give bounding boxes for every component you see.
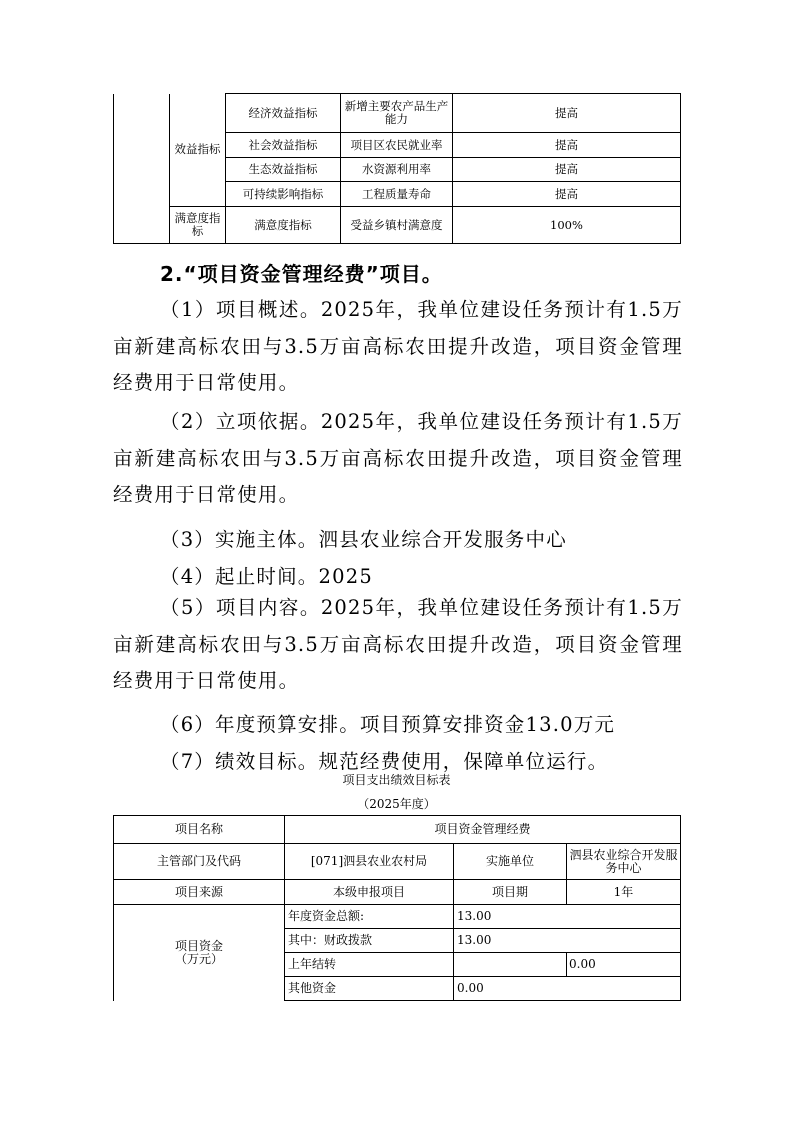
indicator-name: 项目区农民就业率 <box>341 133 453 158</box>
section-heading: 2.“项目资金管理经费”项目。 <box>160 262 443 286</box>
funds-label-line2: （万元） <box>174 951 223 966</box>
paragraph-budget: （6）年度预算安排。项目预算安排资金13.0万元 <box>160 713 616 736</box>
project-name-label: 项目名称 <box>114 816 285 844</box>
project-name-value: 项目资金管理经费 <box>285 816 681 844</box>
funds-row-blank <box>454 953 567 977</box>
funds-label <box>114 905 285 1001</box>
source-label: 项目来源 <box>114 880 285 905</box>
indicator-category: 经济效益指标 <box>226 94 341 133</box>
funds-row-label: 其中：财政拨款 <box>285 929 454 953</box>
impl-value: 泗县农业综合开发服务中心 <box>567 844 681 880</box>
funds-row-label: 上年结转 <box>285 953 454 977</box>
indicator-value: 提高 <box>453 158 681 182</box>
indicator-value: 提高 <box>453 133 681 158</box>
project-expenditure-table <box>113 815 681 1001</box>
indicator-value: 提高 <box>453 182 681 207</box>
table-title: 项目支出绩效目标表 <box>342 773 451 787</box>
indicator-value: 100% <box>453 207 681 244</box>
indicator-name: 工程质量寿命 <box>341 182 453 207</box>
indicator-category: 生态效益指标 <box>226 158 341 182</box>
dept-value: [071]泗县农业农村局 <box>285 844 454 880</box>
benefit-group-label: 效益指标 <box>170 94 226 207</box>
performance-indicator-table <box>113 93 681 244</box>
funds-label-line1: 项目资金 <box>174 938 223 953</box>
indicator-value: 提高 <box>453 94 681 133</box>
indicator-category: 可持续影响指标 <box>226 182 341 207</box>
indicator-name: 新增主要农产品生产能力 <box>341 94 453 133</box>
paragraph-implementer: （3）实施主体。泗县农业综合开发服务中心 <box>160 528 567 551</box>
dept-label: 主管部门及代码 <box>114 844 285 880</box>
period-label: 项目期 <box>454 880 567 905</box>
funds-row-label: 年度资金总额: <box>285 905 454 929</box>
paragraph-goal: （7）绩效目标。规范经费使用，保障单位运行。 <box>160 750 609 773</box>
indicator-name: 水资源利用率 <box>341 158 453 182</box>
paragraph-overview: （1）项目概述。2025年，我单位建设任务预计有1.5万亩新建高标农田与3.5万亩高标农田提升改造，项目资金管理经费用于日常使用。 <box>113 298 683 394</box>
funds-row-value: 13.00 <box>454 905 681 929</box>
funds-row-value: 0.00 <box>454 977 681 1001</box>
funds-row-value: 0.00 <box>567 953 681 977</box>
funds-row-label: 其他资金 <box>285 977 454 1001</box>
period-value: 1年 <box>567 880 681 905</box>
paragraph-basis: （2）立项依据。2025年，我单位建设任务预计有1.5万亩新建高标农田与3.5万亩高标农田提升改造，项目资金管理经费用于日常使用。 <box>113 410 683 506</box>
table-blank-cell <box>114 94 170 244</box>
paragraph-content: （5）项目内容。2025年，我单位建设任务预计有1.5万亩新建高标农田与3.5万亩高标农田提升改造，项目资金管理经费用于日常使用。 <box>113 596 683 692</box>
paragraph-period: （4）起止时间。2025 <box>160 565 373 588</box>
indicator-name: 受益乡镇村满意度 <box>341 207 453 244</box>
table-subtitle: （2025年度） <box>357 797 436 811</box>
source-value: 本级申报项目 <box>285 880 454 905</box>
funds-row-value: 13.00 <box>454 929 681 953</box>
satisfaction-group-label: 满意度指标 <box>170 207 226 244</box>
indicator-category: 满意度指标 <box>226 207 341 244</box>
indicator-category: 社会效益指标 <box>226 133 341 158</box>
impl-label: 实施单位 <box>454 844 567 880</box>
